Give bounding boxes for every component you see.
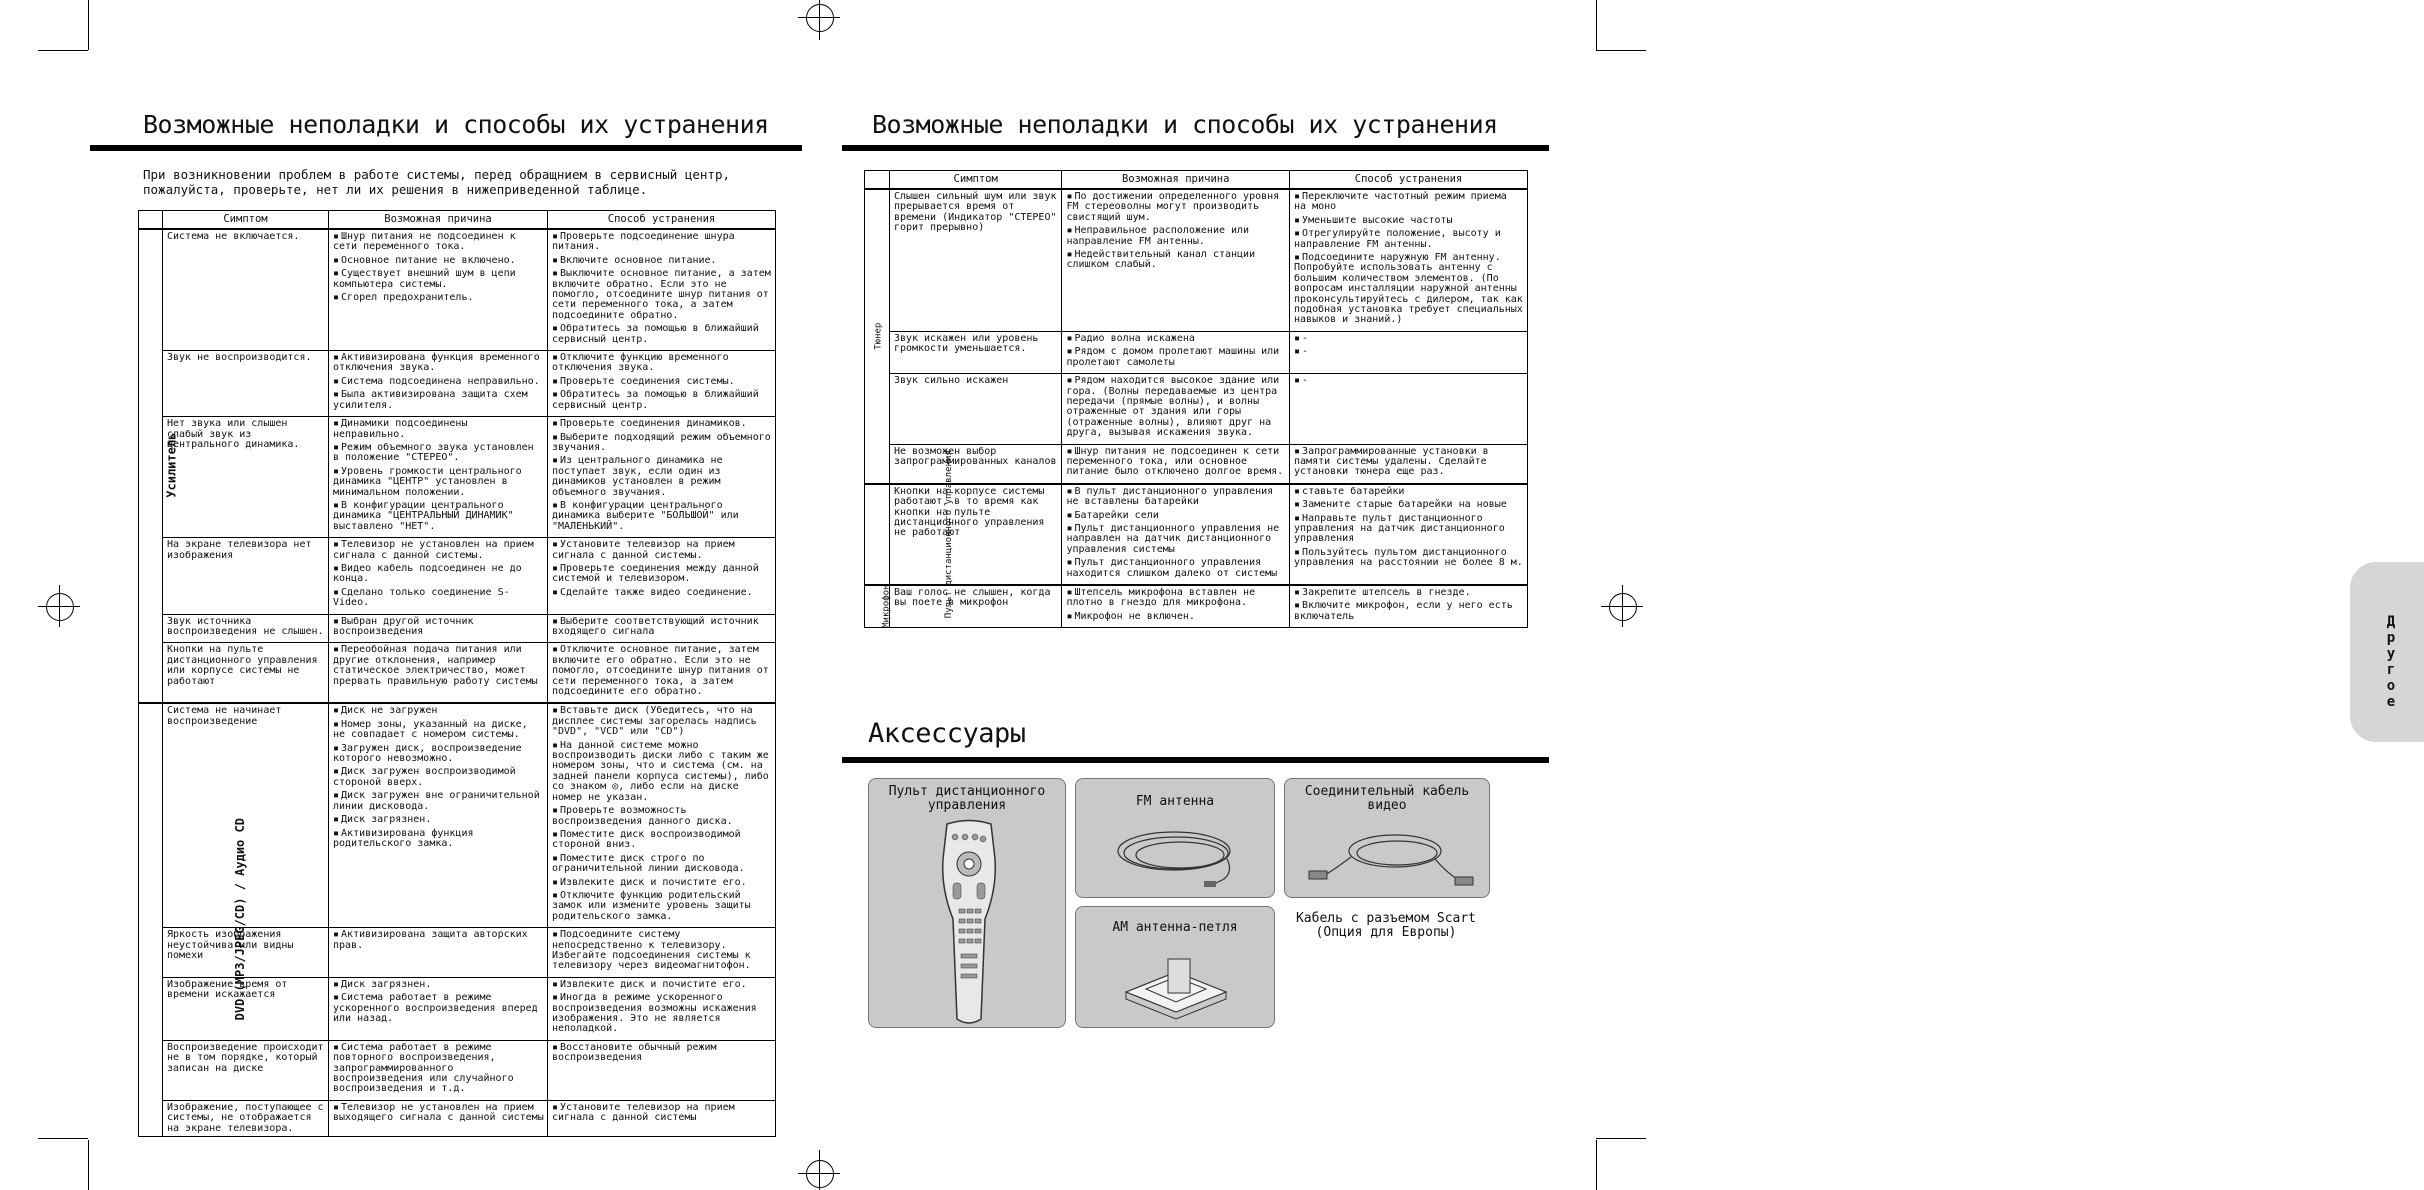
table-row xyxy=(865,585,1528,628)
category-label: Микрофон xyxy=(881,584,892,629)
bullet-text: ▪ Активизирована функция родительского замка. xyxy=(333,829,544,850)
bullet-text: ▪ Рядом с домом пролетают машины или пролетают самолеты xyxy=(1066,347,1286,368)
bullet-text: ▪ Вставьте диск (Убедитесь, что на дисплее системы загорелась надпись "DVD", "VCD" или "CD") xyxy=(552,706,772,737)
bullet-text: ▪ Была активизирована защита схем усилителя. xyxy=(333,390,544,411)
header-remedy: Способ устранения xyxy=(548,211,776,230)
remedy-cell xyxy=(548,614,776,643)
cause-cell xyxy=(329,229,548,351)
bullet-text: ▪ Диск загружен вне ограничительной линии дисковода. xyxy=(333,791,544,812)
remedy-cell xyxy=(548,1040,776,1100)
bullet-text: ▪ Подсоедините систему непосредственно к телевизору. Избегайте подсоединения системы к телевизору через видеомагнитофон. xyxy=(552,930,772,972)
header-cause: Возможная причина xyxy=(1062,171,1290,190)
fm-antenna-icon xyxy=(1076,779,1274,897)
bullet-text: ▪ Динамики подсоединены неправильно. xyxy=(333,419,544,440)
bullet-text: ▪ Уровень громкости центрального динамика "ЦЕНТР" установлен в минимальном положении. xyxy=(333,467,544,498)
header-empty xyxy=(865,171,890,190)
category-label: Пульт дистанционного управления xyxy=(943,450,954,619)
bullet-text: ▪ Активизирована функция временного отключения звука. xyxy=(333,353,544,374)
bullet-text: ▪ Отключите функцию родительский замок или измените уровень защиты родительского замка. xyxy=(552,891,772,922)
crop-mark xyxy=(1596,0,1597,50)
bullet-text: ▪ В конфигурации центрального динамика выберите "БОЛЬШОЙ" или "МАЛЕНЬКИЙ". xyxy=(552,501,772,532)
left-page-title: Возможные неполадки и способы их устранения xyxy=(143,110,769,139)
accessory-video-cable xyxy=(1284,778,1490,898)
remedy-cell xyxy=(548,538,776,614)
bullet-text: ▪ Существует внешний шум в цепи компьютера системы. xyxy=(333,269,544,290)
bullet-text: ▪ Выберите соответствующий источник входящего сигнала xyxy=(552,617,772,638)
table-row xyxy=(139,229,776,351)
bullet-text: ▪ Загружен диск, воспроизведение которого невозможно. xyxy=(333,744,544,765)
bullet-text: ▪ Переобойная подача питания или другие отклонения, например статическое электричество, может прервать правильную работу системы xyxy=(333,645,544,687)
bullet-text: ▪ По достижении определенного уровня FM стереоволны могут производить свистящий шум. xyxy=(1066,192,1286,223)
header-symptom: Симптом xyxy=(889,171,1062,190)
cause-cell xyxy=(1062,484,1290,585)
symptom-cell: Изображение время от времени искажается xyxy=(163,977,329,1040)
symptom-cell: Изображение, поступающее с системы, не отображается на экране телевизора. xyxy=(163,1100,329,1136)
remedy-cell xyxy=(548,1100,776,1136)
bullet-text: ▪ Из центрального динамика не поступает звук, если один из динамиков установлен в режим объемного звучания. xyxy=(552,456,772,498)
category-cell xyxy=(139,229,179,703)
bullet-text: ▪ Пульт дистанционного управления не направлен на датчик дистанционного управления системы xyxy=(1066,524,1286,555)
bullet-text: ▪ Сделайте также видео соединение. xyxy=(552,588,772,598)
header-empty xyxy=(139,211,163,230)
remedy-cell xyxy=(1290,484,1528,585)
registration-mark xyxy=(819,0,820,40)
bullet-text: ▪ Основное питание не включено. xyxy=(333,256,544,266)
symptom-cell: Звук не воспроизводится. xyxy=(163,351,329,417)
bullet-text: ▪ Шнур питания не подсоединен к сети переменного тока. xyxy=(333,232,544,253)
crop-mark xyxy=(1596,1140,1597,1190)
left-page xyxy=(0,0,842,1190)
bullet-text: ▪ Недействительный канал станции слишком слабый. xyxy=(1066,250,1286,271)
bullet-text: ▪ Восстановите обычный режим воспроизведения xyxy=(552,1043,772,1064)
bullet-text: ▪ Извлеките диск и почистите его. xyxy=(552,878,772,888)
bullet-text: ▪ Закрепите штепсель в гнезде. xyxy=(1294,588,1524,598)
am-loop-antenna-icon xyxy=(1076,907,1274,1027)
bullet-text: ▪ Шнур питания не подсоединен к сети переменного тока, или основное питание было отключено долгое время. xyxy=(1066,447,1286,478)
table-row xyxy=(139,703,776,927)
bullet-text: ▪ Видео кабель подсоединен не до конца. xyxy=(333,564,544,585)
bullet-text: ▪ - xyxy=(1294,334,1524,344)
bullet-text: ▪ Замените старые батарейки на новые xyxy=(1294,500,1524,510)
bullet-text: ▪ Проверьте соединения между данной системой и телевизором. xyxy=(552,564,772,585)
remedy-cell xyxy=(1290,374,1528,444)
cause-cell xyxy=(329,703,548,927)
cause-cell xyxy=(1062,189,1290,331)
bullet-text: ▪ Режим объемного звука установлен в положение "СТЕРЕО". xyxy=(333,443,544,464)
bullet-text: ▪ Иногда в режиме ускоренного воспроизведения возможны искажения изображения. Это не является неполадкой. xyxy=(552,993,772,1035)
title-rule xyxy=(90,145,802,151)
bullet-text: ▪ Проверьте соединения системы. xyxy=(552,377,772,387)
table-row xyxy=(865,444,1528,484)
bullet-text: ▪ Система подсоединена неправильно. xyxy=(333,377,544,387)
crop-mark xyxy=(1596,1138,1646,1139)
bullet-text: ▪ Батарейки сели xyxy=(1066,511,1286,521)
bullet-text: ▪ Выключите основное питание, а затем включите обратно. Если это не помогло, отсоедините шнур питания от сети переменного тока, а затем подсоедините обратно. xyxy=(552,269,772,321)
bullet-text: ▪ Телевизор не установлен на прием сигнала с данной системы. xyxy=(333,540,544,561)
remedy-cell xyxy=(548,977,776,1040)
cause-cell xyxy=(329,643,548,704)
cause-cell xyxy=(1062,444,1290,484)
accessories-title: Аксессуары xyxy=(868,718,1026,749)
table-row xyxy=(139,643,776,704)
remedy-cell xyxy=(548,643,776,704)
bullet-text: ▪ Включите микрофон, если у него есть включатель xyxy=(1294,601,1524,622)
table-row xyxy=(139,538,776,614)
bullet-text: ▪ Отрегулируйте положение, высоту и направление FM антенны. xyxy=(1294,229,1524,250)
remedy-cell xyxy=(1290,189,1528,331)
registration-mark xyxy=(806,4,834,32)
registration-mark xyxy=(46,593,74,621)
bullet-text: ▪ Радио волна искажена xyxy=(1066,334,1286,344)
accessories-rule xyxy=(842,757,1549,763)
category-label: Усилитель xyxy=(164,432,179,498)
registration-mark xyxy=(819,1150,820,1190)
bullet-text: ▪ Поместите диск строго по ограничительной линии дисковода. xyxy=(552,854,772,875)
section-side-tab xyxy=(2350,562,2424,742)
bullet-text: ▪ Рядом находится высокое здание или гора. (Волны передаваемые из центра передачи (прямые волны), и волны отраженные от здания или горы (отраженные волны), влияют друг на друга, вызывая искажения звука. xyxy=(1066,376,1286,438)
cause-cell xyxy=(329,1100,548,1136)
bullet-text: ▪ Пользуйтесь пультом дистанционного управления на расстоянии не более 8 м. xyxy=(1294,548,1524,569)
bullet-text: ▪ Отключите функцию временного отключения звука. xyxy=(552,353,772,374)
remedy-cell xyxy=(548,229,776,351)
bullet-text: ▪ - xyxy=(1294,347,1524,357)
registration-mark xyxy=(806,1160,834,1188)
bullet-text: ▪ Установите телевизор на прием сигнала с данной системы xyxy=(552,1103,772,1124)
bullet-text: ▪ Отключите основное питание, затем включите его обратно. Если это не помогло, отсоедините шнур питания от сети переменного тока, а затем подсоедините его обратно. xyxy=(552,645,772,697)
bullet-text: ▪ Телевизор не установлен на прием выходящего сигнала с данной системы xyxy=(333,1103,544,1124)
bullet-text: ▪ В конфигурации центрального динамика "ЦЕНТРАЛЬНЫЙ ДИНАМИК" выставлено "НЕТ". xyxy=(333,501,544,532)
cause-cell xyxy=(1062,331,1290,373)
right-page xyxy=(842,0,2396,1190)
side-tab-label: Другое xyxy=(2386,614,2396,710)
bullet-text: ▪ Пульт дистанционного управления находится слишком далеко от системы xyxy=(1066,558,1286,579)
accessory-scart-caption: Кабель с разъемом Scart (Опция для Европы) xyxy=(1295,911,1476,940)
symptom-cell: Звук источника воспроизведения не слышен. xyxy=(163,614,329,643)
crop-mark xyxy=(88,0,89,50)
cause-cell xyxy=(329,538,548,614)
accessory-am-label: AM антенна-петля xyxy=(1112,920,1238,935)
accessory-remote-label: Пульт дистанционного управления xyxy=(888,784,1046,813)
cause-cell xyxy=(329,417,548,538)
category-label: DVD (MP3/JPEG/CD) / Аудио CD xyxy=(232,818,247,1021)
symptom-cell: Кнопки на пульте дистанционного управления или корпусе системы не работают xyxy=(163,643,329,704)
bullet-text: ▪ Выбран другой источник воспроизведения xyxy=(333,617,544,638)
cause-cell xyxy=(329,614,548,643)
category-label: Тюнер xyxy=(873,322,884,350)
cause-cell xyxy=(329,977,548,1040)
table-row xyxy=(865,374,1528,444)
bullet-text: ▪ Поместите диск воспроизводимой стороной вниз. xyxy=(552,830,772,851)
crop-mark xyxy=(1596,50,1646,51)
bullet-text: ▪ Система работает в режиме ускоренного воспроизведения вперед или назад. xyxy=(333,993,544,1024)
table-row xyxy=(139,614,776,643)
bullet-text: ▪ ставьте батарейки xyxy=(1294,487,1524,497)
bullet-text: ▪ Запрограммированные установки в памяти системы удалены. Сделайте установки тюнера еще раз. xyxy=(1294,447,1524,478)
symptom-cell: Звук искажен или уровень громкости уменьшается. xyxy=(889,331,1062,373)
table-row xyxy=(865,331,1528,373)
remedy-cell xyxy=(548,417,776,538)
bullet-text: ▪ Номер зоны, указанный на диске, не совпадает с номером системы. xyxy=(333,720,544,741)
bullet-text: ▪ Выберите подходящий режим объемного звучания. xyxy=(552,433,772,454)
remedy-cell xyxy=(1290,585,1528,628)
symptom-cell: Воспроизведение происходит не в том порядке, который записан на диске xyxy=(163,1040,329,1100)
symptom-cell: Ваш голос не слышен, когда вы поете в микрофон xyxy=(889,585,1062,628)
troubleshooting-table-right xyxy=(864,170,1528,628)
symptom-cell: Кнопки на корпусе системы работают, в то время как кнопки на пульте дистанционного управления не работают xyxy=(889,484,1062,585)
table-row xyxy=(139,351,776,417)
symptom-cell: Слышен сильный шум или звук прерывается время от времени (Индикатор "СТЕРЕО" горит прерывно) xyxy=(889,189,1062,331)
symptom-cell: Нет звука или слышен слабый звук из центрального динамика. xyxy=(163,417,329,538)
bullet-text: ▪ Установите телевизор на прием сигнала с данной системы. xyxy=(552,540,772,561)
symptom-cell: Система не начинает воспроизведение xyxy=(163,703,329,927)
bullet-text: ▪ На данной системе можно воспроизводить диски либо с таким же номером зоны, что и система (см. на задней панели корпуса системы), либо со знаком ◎, либо если на диске номер не указан. xyxy=(552,741,772,803)
remedy-cell xyxy=(548,351,776,417)
bullet-text: ▪ Система работает в режиме повторного воспроизведения, запрограммированного воспроизведения или случайного воспроизведения и т.д. xyxy=(333,1043,544,1095)
bullet-text: ▪ Проверьте подсоединение шнура питания. xyxy=(552,232,772,253)
bullet-text: ▪ Направьте пульт дистанционного управления на датчик дистанционного управления xyxy=(1294,514,1524,545)
cause-cell xyxy=(329,928,548,978)
table-row xyxy=(139,1100,776,1136)
symptom-cell: Не возможен выбор запрограммированных каналов xyxy=(889,444,1062,484)
registration-mark xyxy=(59,585,60,627)
accessory-remote xyxy=(868,778,1066,1028)
bullet-text: ▪ Извлеките диск и почистите его. xyxy=(552,980,772,990)
bullet-text: ▪ Диск не загружен xyxy=(333,706,544,716)
bullet-text: ▪ Включите основное питание. xyxy=(552,256,772,266)
bullet-text: ▪ - xyxy=(1294,376,1524,386)
header-symptom: Симптом xyxy=(163,211,329,230)
remedy-cell xyxy=(548,928,776,978)
right-page-title: Возможные неполадки и способы их устранения xyxy=(872,110,1498,139)
symptom-cell: На экране телевизора нет изображения xyxy=(163,538,329,614)
cause-cell xyxy=(329,351,548,417)
registration-mark xyxy=(1622,585,1623,627)
bullet-text: ▪ Сгорел предохранитель. xyxy=(333,293,544,303)
remedy-cell xyxy=(1290,331,1528,373)
remedy-cell xyxy=(1290,444,1528,484)
bullet-text: ▪ Обратитесь за помощью в ближайший сервисный центр. xyxy=(552,390,772,411)
accessory-am-loop xyxy=(1075,906,1275,1028)
bullet-text: ▪ В пульт дистанционного управления не вставлены батарейки xyxy=(1066,487,1286,508)
category-cell xyxy=(865,585,890,628)
intro-text: При возникновении проблем в работе системы, перед обращнием в сервисный центр, пожалуйста, проверьте, нет ли их решения в нижеприведенной таблице. xyxy=(143,167,730,197)
crop-mark xyxy=(38,1138,88,1139)
header-remedy: Способ устранения xyxy=(1290,171,1528,190)
symptom-cell: Звук сильно искажен xyxy=(889,374,1062,444)
cause-cell xyxy=(1062,585,1290,628)
remedy-cell xyxy=(548,703,776,927)
bullet-text: ▪ Уменьшите высокие частоты xyxy=(1294,216,1524,226)
accessory-video-label: Соединительный кабель видео xyxy=(1304,784,1470,813)
bullet-text: ▪ Неправильное расположение или направление FM антенны. xyxy=(1066,226,1286,247)
symptom-cell: Система не включается. xyxy=(163,229,329,351)
bullet-text: ▪ Переключите частотный режим приема на моно xyxy=(1294,192,1524,213)
bullet-text: ▪ Штепсель микрофона вставлен не плотно в гнездо для микрофона. xyxy=(1066,588,1286,609)
cause-cell xyxy=(329,1040,548,1100)
bullet-text: ▪ Сделано только соединение S-Video. xyxy=(333,588,544,609)
bullet-text: ▪ Обратитесь за помощью в ближайший сервисный центр. xyxy=(552,324,772,345)
bullet-text: ▪ Проверьте возможность воспроизведения данного диска. xyxy=(552,806,772,827)
title-rule xyxy=(842,145,1549,151)
category-cell xyxy=(865,189,890,484)
bullet-text: ▪ Диск загрязнен. xyxy=(333,815,544,825)
bullet-text: ▪ Активизирована защита авторских прав. xyxy=(333,930,544,951)
bullet-text: ▪ Диск загружен воспроизводимой стороной вверх. xyxy=(333,767,544,788)
table-row xyxy=(139,417,776,538)
bullet-text: ▪ Проверьте соединения динамиков. xyxy=(552,419,772,429)
crop-mark xyxy=(38,50,88,51)
remote-control-icon xyxy=(869,779,1065,1027)
registration-mark xyxy=(1609,593,1637,621)
bullet-text: ▪ Микрофон не включен. xyxy=(1066,612,1286,622)
bullet-text: ▪ Диск загрязнен. xyxy=(333,980,544,990)
troubleshooting-table-left xyxy=(138,210,776,1137)
header-cause: Возможная причина xyxy=(329,211,548,230)
table-row xyxy=(865,484,1528,585)
video-cable-icon xyxy=(1285,779,1489,897)
accessory-fm-antenna xyxy=(1075,778,1275,898)
table-row xyxy=(139,1040,776,1100)
table-row xyxy=(865,189,1528,331)
symptom-cell: Яркость изображения неустойчива или видны помехи xyxy=(163,928,329,978)
accessory-fm-label: FM антенна xyxy=(1135,794,1215,809)
cause-cell xyxy=(1062,374,1290,444)
bullet-text: ▪ Подсоедините наружную FM антенну. Попробуйте использовать антенну с большим количеством элементов. (По вопросам инсталляции наружной антенны проконсультируйтесь с дилером, так как подобная установка требует специальных навыков и знаний.) xyxy=(1294,253,1524,326)
crop-mark xyxy=(88,1140,89,1190)
